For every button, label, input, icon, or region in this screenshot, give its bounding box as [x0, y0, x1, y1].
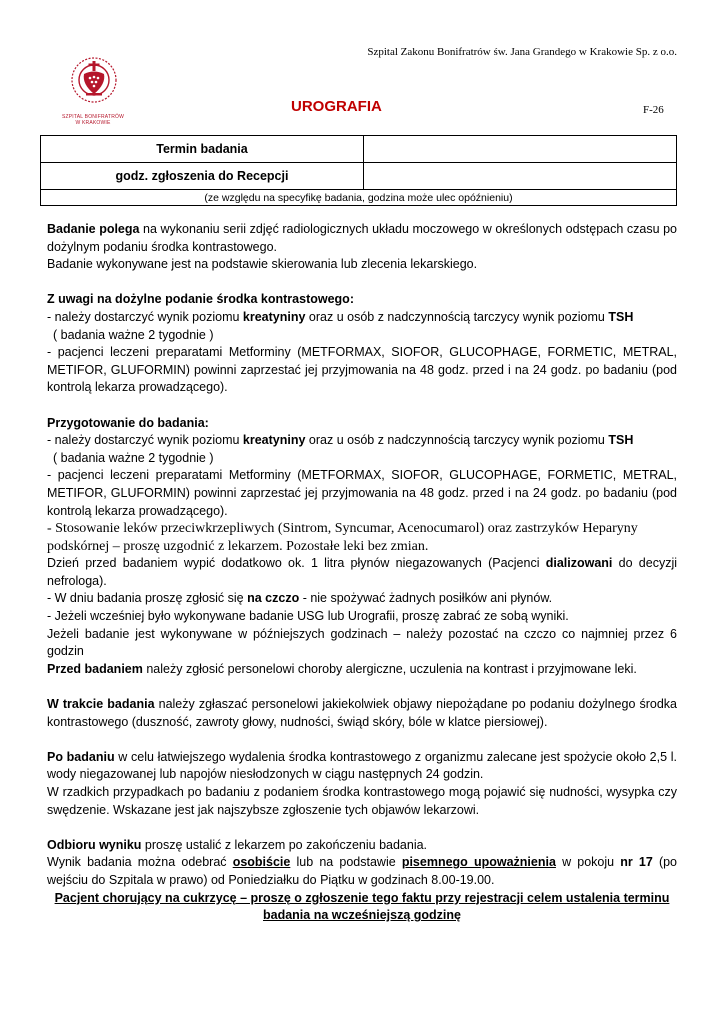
prep-fasting: - W dniu badania proszę zgłosić się na czczo - nie spożywać żadnych posiłków ani płynów. [47, 591, 553, 606]
table-row [41, 190, 677, 206]
document-title: UROGRAFIA [291, 98, 382, 115]
prep-anticoagulants: - Stosowanie leków przeciwkrzepliwych (Sintrom, Syncumar, Acenocumarol) oraz zastrzyków Heparyny podskórnej – proszę uzgodnić z lekarzem. Pozostałe leki bez zmian. [47, 521, 638, 554]
hospital-name: Szpital Zakonu Bonifratrów św. Jana Grandego w Krakowie Sp. z o.o. [367, 46, 677, 58]
after-paragraph: Po badaniu w celu łatwiejszego wydalenia środka kontrastowego z organizmu zalecane jest spożycie około 2,5 l. wody niegazowanej lub napojów niesłodzonych w ciągu następnych 24 godzin. [47, 749, 677, 782]
reception-time-label: godz. zgłoszenia do Recepcji [41, 163, 364, 190]
contrast-creatinine: - należy dostarczyć wynik poziomu kreatyniny oraz u osób z nadczynnością tarczycy wynik poziomu TSH [47, 309, 634, 324]
diabetes-notice: Pacjent chorujący na cukrzycę – proszę o zgłoszenie tego faktu przy rejestracji celem ustalenia terminu badania na wcześniejszą godzinę [54, 890, 670, 923]
form-number: F-26 [643, 104, 664, 116]
pickup-details: Wynik badania można odebrać osobiście lub na podstawie pisemnego upoważnienia w pokoju nr 17 (po wejściu do Szpitala w prawo) od Poniedziałku do Piątku w godzinach 8.00-19.00. [47, 855, 678, 887]
contrast-heading: Z uwagi na dożylne podanie środka kontrastowego: [47, 292, 354, 307]
schedule-table [40, 135, 677, 206]
reception-time-field[interactable] [364, 163, 677, 190]
exam-date-label: Termin badania [41, 136, 364, 163]
prep-creatinine: - należy dostarczyć wynik poziomu kreatyniny oraz u osób z nadczynnością tarczycy wynik poziomu TSH [47, 433, 634, 448]
prep-usg: - Jeżeli wcześniej było wykonywane badanie USG lub Urografii, proszę zabrać ze sobą wyniki. [47, 609, 569, 624]
contrast-metformin: - pacjenci leczeni preparatami Metforminy (METFORMAX, SIOFOR, GLUCOPHAGE, FORMETIC, METRAL, METIFOR, GLUFORMIN) powinni zaprzestać jej przyjmowania na 48 godz. przed i na 24 godz. po badaniu (pod kontrolą lekarza prowadzącego). [47, 345, 677, 395]
during-paragraph: W trakcie badania należy zgłaszać personelowi jakiekolwiek objawy niepożądane po podaniu dożylnego środka kontrastowego (duszność, zawroty głowy, nudności, świąd skóry, bóle w klatce piersiowej). [47, 697, 677, 729]
prep-validity: ( badania ważne 2 tygodnie ) [53, 450, 214, 465]
prep-before: Przed badaniem należy zgłosić personelowi choroby alergiczne, uczulenia na kontrast i przyjmowane leki. [47, 661, 637, 676]
prep-later-hours: Jeżeli badanie jest wykonywane w późniejszych godzinach – należy pozostać na czczo co najmniej przez 6 godzin [47, 626, 677, 659]
prep-fluids: Dzień przed badaniem wypić dodatkowo ok. 1 litra płynów niegazowanych (Pacjenci dializowani do decyzji nefrologa). [47, 556, 677, 588]
document-body [47, 221, 677, 925]
schedule-note: (ze względu na specyfikę badania, godzina może ulec opóźnieniu) [41, 190, 677, 206]
intro-referral: Badanie wykonywane jest na podstawie skierowania lub zlecenia lekarskiego. [47, 257, 478, 272]
exam-date-field[interactable] [364, 136, 677, 163]
after-side-effects: W rzadkich przypadkach po badaniu z podaniem środka kontrastowego mogą pojawić się nudności, wysypka czy swędzenie. Wskazane jest jak najszybsze zgłoszenie tych objawów lekarzowi. [47, 785, 677, 817]
prep-heading: Przygotowanie do badania: [47, 415, 209, 430]
prep-metformin: - pacjenci leczeni preparatami Metforminy (METFORMAX, SIOFOR, GLUCOPHAGE, FORMETIC, METRAL, METIFOR, GLUFORMIN) powinni zaprzestać jej przyjmowania na 48 godz. przed i na 24 godz. po badaniu (pod kontrolą lekarza prowadzącego). [47, 468, 677, 518]
intro-paragraph: Badanie polega na wykonaniu serii zdjęć radiologicznych układu moczowego w określonych odstępach czasu po dożylnym podaniu środka kontrastowego. [47, 222, 677, 254]
table-row [41, 136, 677, 163]
contrast-validity: ( badania ważne 2 tygodnie ) [53, 327, 214, 342]
logo-caption: SZPITAL BONIFRATRÓW W KRAKOWIE [61, 114, 125, 126]
pickup-paragraph: Odbioru wyniku proszę ustalić z lekarzem po zakończeniu badania. [47, 837, 428, 852]
table-row [41, 163, 677, 190]
